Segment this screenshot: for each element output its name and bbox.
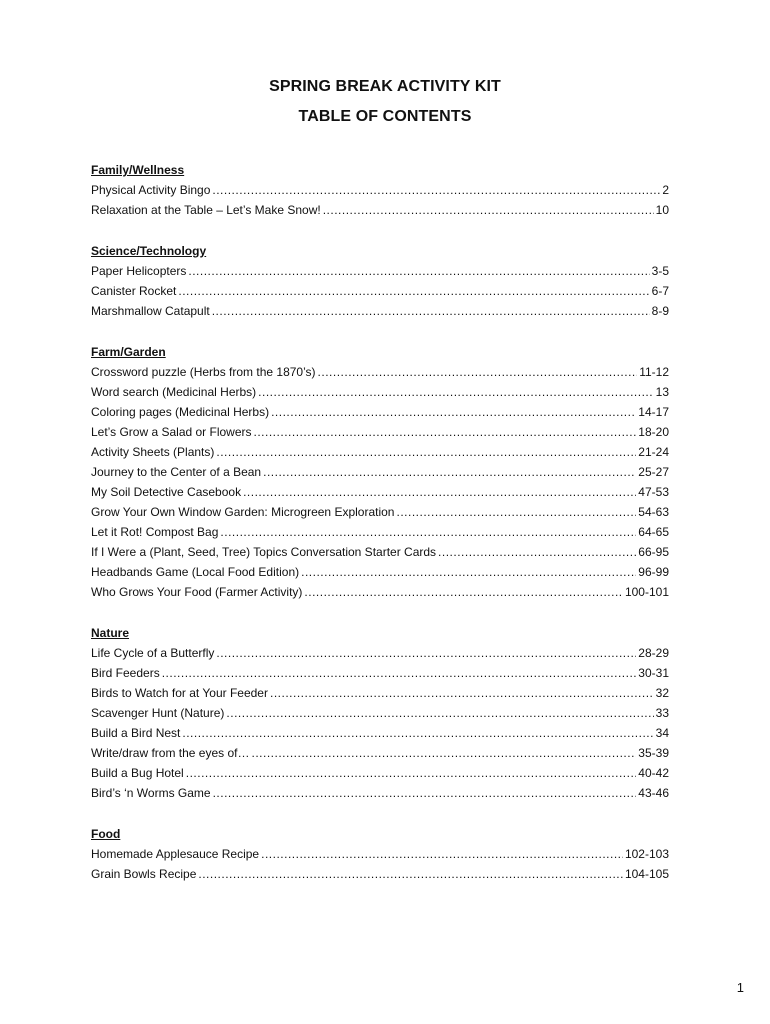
entry-title: Let’s Grow a Salad or Flowers: [91, 425, 252, 439]
toc-entry[interactable]: [91, 422, 669, 442]
dot-leader: [271, 402, 636, 422]
toc-entry[interactable]: [91, 844, 669, 864]
entry-title: Who Grows Your Food (Farmer Activity): [91, 585, 303, 599]
section-science-technology: [91, 241, 669, 321]
toc-entry[interactable]: [91, 362, 669, 382]
entry-page: 30-31: [638, 666, 669, 680]
section-family-wellness: [91, 160, 669, 220]
dot-leader: [178, 281, 649, 301]
toc-entry[interactable]: [91, 301, 669, 321]
toc-entry[interactable]: [91, 783, 669, 803]
entry-title: Journey to the Center of a Bean: [91, 465, 262, 479]
page-number: 1: [736, 980, 744, 995]
entry-title: Bird Feeders: [91, 666, 160, 680]
entry-title: Bird’s ‘n Worms Game: [91, 786, 211, 800]
entry-title: Let it Rot! Compost Bag: [91, 525, 219, 539]
entry-title: Headbands Game (Local Food Edition): [91, 565, 300, 579]
dot-leader: [318, 362, 638, 382]
entry-title: Build a Bug Hotel: [91, 766, 184, 780]
dot-leader: [263, 462, 636, 482]
dot-leader: [186, 763, 637, 783]
dot-leader: [212, 180, 660, 200]
toc-entry[interactable]: [91, 462, 669, 482]
entry-title: Grow Your Own Window Garden: Microgreen Exploration: [91, 505, 395, 519]
entry-page: 104-105: [624, 867, 669, 881]
table-of-contents: [91, 160, 669, 905]
entry-page: 14-17: [638, 405, 669, 419]
section-heading: Science/Technology: [91, 244, 207, 258]
dot-leader: [252, 743, 637, 763]
entry-page: 25-27: [638, 465, 669, 479]
section-farm-garden: [91, 342, 669, 602]
entry-page: 18-20: [638, 425, 669, 439]
dot-leader: [226, 703, 653, 723]
dot-leader: [216, 643, 636, 663]
dot-leader: [261, 844, 623, 864]
entry-page: 8-9: [651, 304, 669, 318]
dot-leader: [220, 522, 636, 542]
entry-title: Birds to Watch for at Your Feeder: [91, 686, 268, 700]
toc-entry[interactable]: [91, 683, 669, 703]
entry-page: 43-46: [638, 786, 669, 800]
section-heading: Food: [91, 827, 121, 841]
entry-title: Grain Bowls Recipe: [91, 867, 197, 881]
title-subtitle: TABLE OF CONTENTS: [298, 108, 472, 125]
dot-leader: [438, 542, 636, 562]
dot-leader: [182, 723, 653, 743]
dot-leader: [243, 482, 636, 502]
entry-page: 35-39: [638, 746, 669, 760]
dot-leader: [301, 562, 636, 582]
entry-page: 21-24: [638, 445, 669, 459]
entry-page: 47-53: [638, 485, 669, 499]
section-heading: Farm/Garden: [91, 345, 166, 359]
toc-entry[interactable]: [91, 663, 669, 683]
entry-title: Activity Sheets (Plants): [91, 445, 215, 459]
entry-page: 66-95: [638, 545, 669, 559]
dot-leader: [304, 582, 623, 602]
dot-leader: [212, 301, 650, 321]
section-heading: Nature: [91, 626, 130, 640]
entry-page: 100-101: [624, 585, 669, 599]
section-nature: [91, 623, 669, 803]
dot-leader: [198, 864, 623, 884]
toc-entry[interactable]: [91, 703, 669, 723]
entry-title: Crossword puzzle (Herbs from the 1870’s): [91, 365, 316, 379]
toc-entry[interactable]: [91, 562, 669, 582]
toc-entry[interactable]: [91, 482, 669, 502]
entry-title: Physical Activity Bingo: [91, 183, 211, 197]
entry-page: 102-103: [624, 847, 669, 861]
entry-title: Scavenger Hunt (Nature): [91, 706, 225, 720]
entry-title: Marshmallow Catapult: [91, 304, 210, 318]
dot-leader: [323, 200, 654, 220]
entry-page: 34: [655, 726, 669, 740]
toc-entry[interactable]: [91, 502, 669, 522]
entry-title: Canister Rocket: [91, 284, 177, 298]
dot-leader: [162, 663, 637, 683]
toc-entry[interactable]: [91, 643, 669, 663]
entry-page: 33: [655, 706, 669, 720]
section-heading: Family/Wellness: [91, 163, 185, 177]
dot-leader: [254, 422, 637, 442]
entry-page: 54-63: [638, 505, 669, 519]
dot-leader: [188, 261, 649, 281]
entry-page: 13: [655, 385, 669, 399]
entry-title: Coloring pages (Medicinal Herbs): [91, 405, 270, 419]
title-main: SPRING BREAK ACTIVITY KIT: [269, 78, 501, 95]
entry-title: Life Cycle of a Butterfly: [91, 646, 215, 660]
dot-leader: [396, 502, 636, 522]
toc-entry[interactable]: [91, 542, 669, 562]
entry-page: 6-7: [651, 284, 669, 298]
entry-page: 32: [655, 686, 669, 700]
entry-page: 64-65: [638, 525, 669, 539]
toc-entry[interactable]: [91, 281, 669, 301]
dot-leader: [213, 783, 637, 803]
dot-leader: [258, 382, 653, 402]
toc-entry[interactable]: [91, 402, 669, 422]
section-food: [91, 824, 669, 884]
toc-entry[interactable]: [91, 582, 669, 602]
toc-entry[interactable]: [91, 864, 669, 884]
entry-title: If I Were a (Plant, Seed, Tree) Topics Conversation Starter Cards: [91, 545, 437, 559]
entry-title: Build a Bird Nest: [91, 726, 181, 740]
entry-title: Write/draw from the eyes of…: [91, 746, 250, 760]
entry-title: Homemade Applesauce Recipe: [91, 847, 260, 861]
entry-title: Paper Helicopters: [91, 264, 187, 278]
document-title: [0, 72, 770, 132]
dot-leader: [216, 442, 636, 462]
entry-page: 2: [662, 183, 669, 197]
toc-entry[interactable]: [91, 200, 669, 220]
toc-entry[interactable]: [91, 382, 669, 402]
toc-entry[interactable]: [91, 442, 669, 462]
entry-page: 10: [655, 203, 669, 217]
toc-entry[interactable]: [91, 180, 669, 200]
toc-entry[interactable]: [91, 723, 669, 743]
toc-entry[interactable]: [91, 522, 669, 542]
entry-page: 28-29: [638, 646, 669, 660]
toc-entry[interactable]: [91, 763, 669, 783]
toc-entry[interactable]: [91, 261, 669, 281]
entry-page: 11-12: [639, 365, 669, 379]
entry-page: 40-42: [638, 766, 669, 780]
entry-title: Relaxation at the Table – Let’s Make Snow!: [91, 203, 321, 217]
dot-leader: [270, 683, 654, 703]
entry-page: 96-99: [638, 565, 669, 579]
entry-title: My Soil Detective Casebook: [91, 485, 242, 499]
entry-page: 3-5: [651, 264, 669, 278]
entry-title: Word search (Medicinal Herbs): [91, 385, 257, 399]
toc-entry[interactable]: [91, 743, 669, 763]
